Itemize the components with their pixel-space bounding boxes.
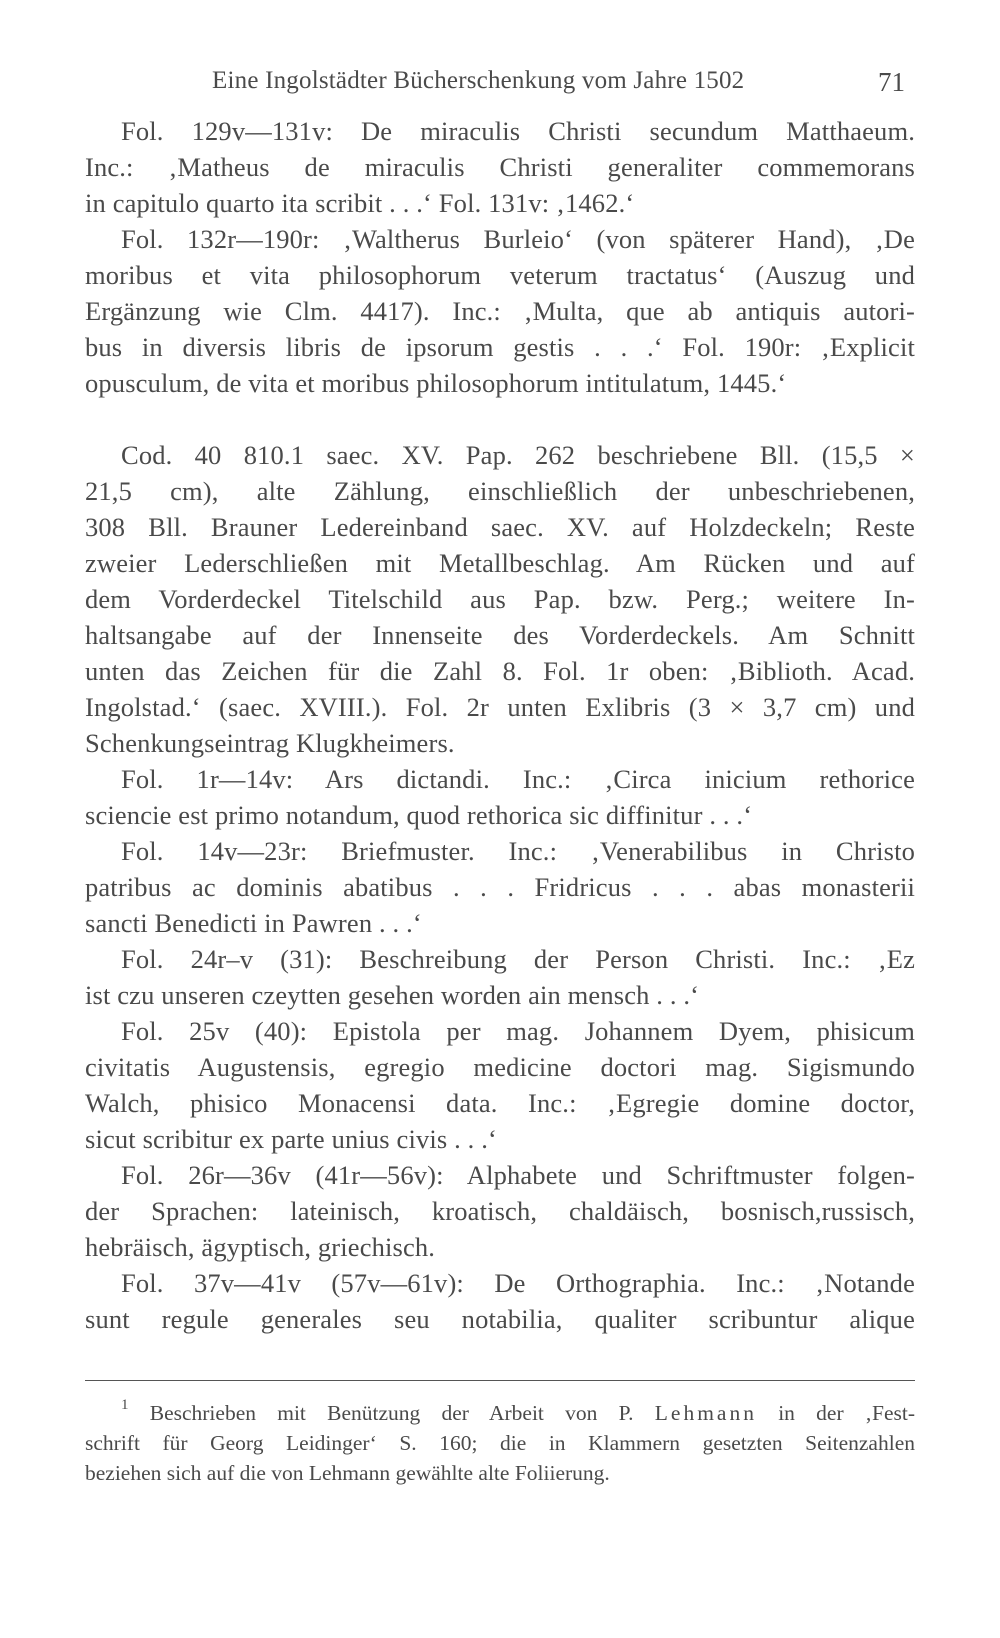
text-line: 308 Bll. Brauner Ledereinband saec. XV. auf Holzdeckeln; Reste bbox=[85, 512, 915, 542]
text-line: Walch, phisico Monacensi data. Inc.: ‚Egregie domine doctor, bbox=[85, 1088, 915, 1118]
text-line: 21,5 cm), alte Zählung, einschließlich der unbeschriebenen, bbox=[85, 476, 915, 506]
text-line: der Sprachen: lateinisch, kroatisch, chaldäisch, bosnisch,russisch, bbox=[85, 1196, 915, 1226]
footnote-text: in der ‚Fest- bbox=[756, 1401, 915, 1425]
text-line: Ergänzung wie Clm. 4417). Inc.: ‚Multa, que ab antiquis autori- bbox=[85, 296, 915, 326]
text-line: bus in diversis libris de ipsorum gestis . . .‘ Fol. 190r: ‚Explicit bbox=[85, 332, 915, 362]
text-line: moribus et vita philosophorum veterum tractatus‘ (Auszug und bbox=[85, 260, 915, 290]
text-line: Cod. 40 810.1 saec. XV. Pap. 262 beschriebene Bll. (15,5 × bbox=[121, 440, 915, 470]
text-line: Fol. 129v—131v: De miraculis Christi secundum Matthaeum. bbox=[121, 116, 915, 146]
text-line: haltsangabe auf der Innenseite des Vorderdeckels. Am Schnitt bbox=[85, 620, 915, 650]
text-line: dem Vorderdeckel Titelschild aus Pap. bzw. Perg.; weitere In- bbox=[85, 584, 915, 614]
page-header bbox=[0, 62, 1000, 102]
footnote-line bbox=[85, 1398, 915, 1428]
text-line: Fol. 1r—14v: Ars dictandi. Inc.: ‚Circa inicium rethorice bbox=[121, 764, 915, 794]
text-line: Fol. 24r–v (31): Beschreibung der Person Christi. Inc.: ‚Ez bbox=[121, 944, 915, 974]
main-text bbox=[85, 113, 915, 1337]
running-title: Eine Ingolstädter Bücherschenkung vom Jahre 1502 bbox=[212, 67, 745, 94]
text-line: sunt regule generales seu notabilia, qualiter scribuntur alique bbox=[85, 1304, 915, 1334]
text-line: sancti Benedicti in Pawren . . .‘ bbox=[85, 908, 422, 938]
text-line: Fol. 132r—190r: ‚Waltherus Burleio‘ (von späterer Hand), ‚De bbox=[121, 224, 915, 254]
text-line: Fol. 14v—23r: Briefmuster. Inc.: ‚Venerabilibus in Christo bbox=[121, 836, 915, 866]
text-line: opusculum, de vita et moribus philosophorum intitulatum, 1445.‘ bbox=[85, 368, 787, 398]
page-number: 71 bbox=[878, 67, 905, 97]
text-line: ist czu unseren czeytten gesehen worden ain mensch . . .‘ bbox=[85, 980, 700, 1010]
text-line: sciencie est primo notandum, quod rethorica sic diffinitur . . .‘ bbox=[85, 800, 753, 830]
text-line: sicut scribitur ex parte unius civis . . .‘ bbox=[85, 1124, 497, 1154]
text-line: Fol. 37v—41v (57v—61v): De Orthographia. Inc.: ‚Notande bbox=[121, 1268, 915, 1298]
text-line: civitatis Augustensis, egregio medicine doctori mag. Sigismundo bbox=[85, 1052, 915, 1082]
text-line: unten das Zeichen für die Zahl 8. Fol. 1r oben: ‚Biblioth. Acad. bbox=[85, 656, 915, 686]
footnote-text: Beschrieben mit Benützung der Arbeit von P. bbox=[149, 1401, 655, 1425]
footnote-author-name: Lehmann bbox=[654, 1401, 757, 1425]
text-line: zweier Lederschließen mit Metallbeschlag. Am Rücken und auf bbox=[85, 548, 915, 578]
text-line: Fol. 26r—36v (41r—56v): Alphabete und Schriftmuster folgen- bbox=[121, 1160, 915, 1190]
text-line: Inc.: ‚Matheus de miraculis Christi generaliter commemorans bbox=[85, 152, 915, 182]
text-line: hebräisch, ägyptisch, griechisch. bbox=[85, 1232, 436, 1262]
footnote-line: beziehen sich auf die von Lehmann gewählte alte Foliierung. bbox=[85, 1461, 610, 1485]
text-line: Schenkungseintrag Klugkheimers. bbox=[85, 728, 455, 758]
footnote-marker: 1 bbox=[121, 1398, 129, 1413]
text-line: Fol. 25v (40): Epistola per mag. Johannem Dyem, phisicum bbox=[121, 1016, 915, 1046]
text-line: Ingolstad.‘ (saec. XVIII.). Fol. 2r unten Exlibris (3 × 3,7 cm) und bbox=[85, 692, 915, 722]
text-line: in capitulo quarto ita scribit . . .‘ Fol. 131v: ‚1462.‘ bbox=[85, 188, 635, 218]
footnotes bbox=[85, 1398, 915, 1488]
footnote-line: schrift für Georg Leidinger‘ S. 160; die in Klammern gesetzten Seitenzahlen bbox=[85, 1431, 915, 1455]
footnote-divider bbox=[85, 1380, 915, 1381]
text-line: patribus ac dominis abatibus . . . Fridricus . . . abas monasterii bbox=[85, 872, 915, 902]
